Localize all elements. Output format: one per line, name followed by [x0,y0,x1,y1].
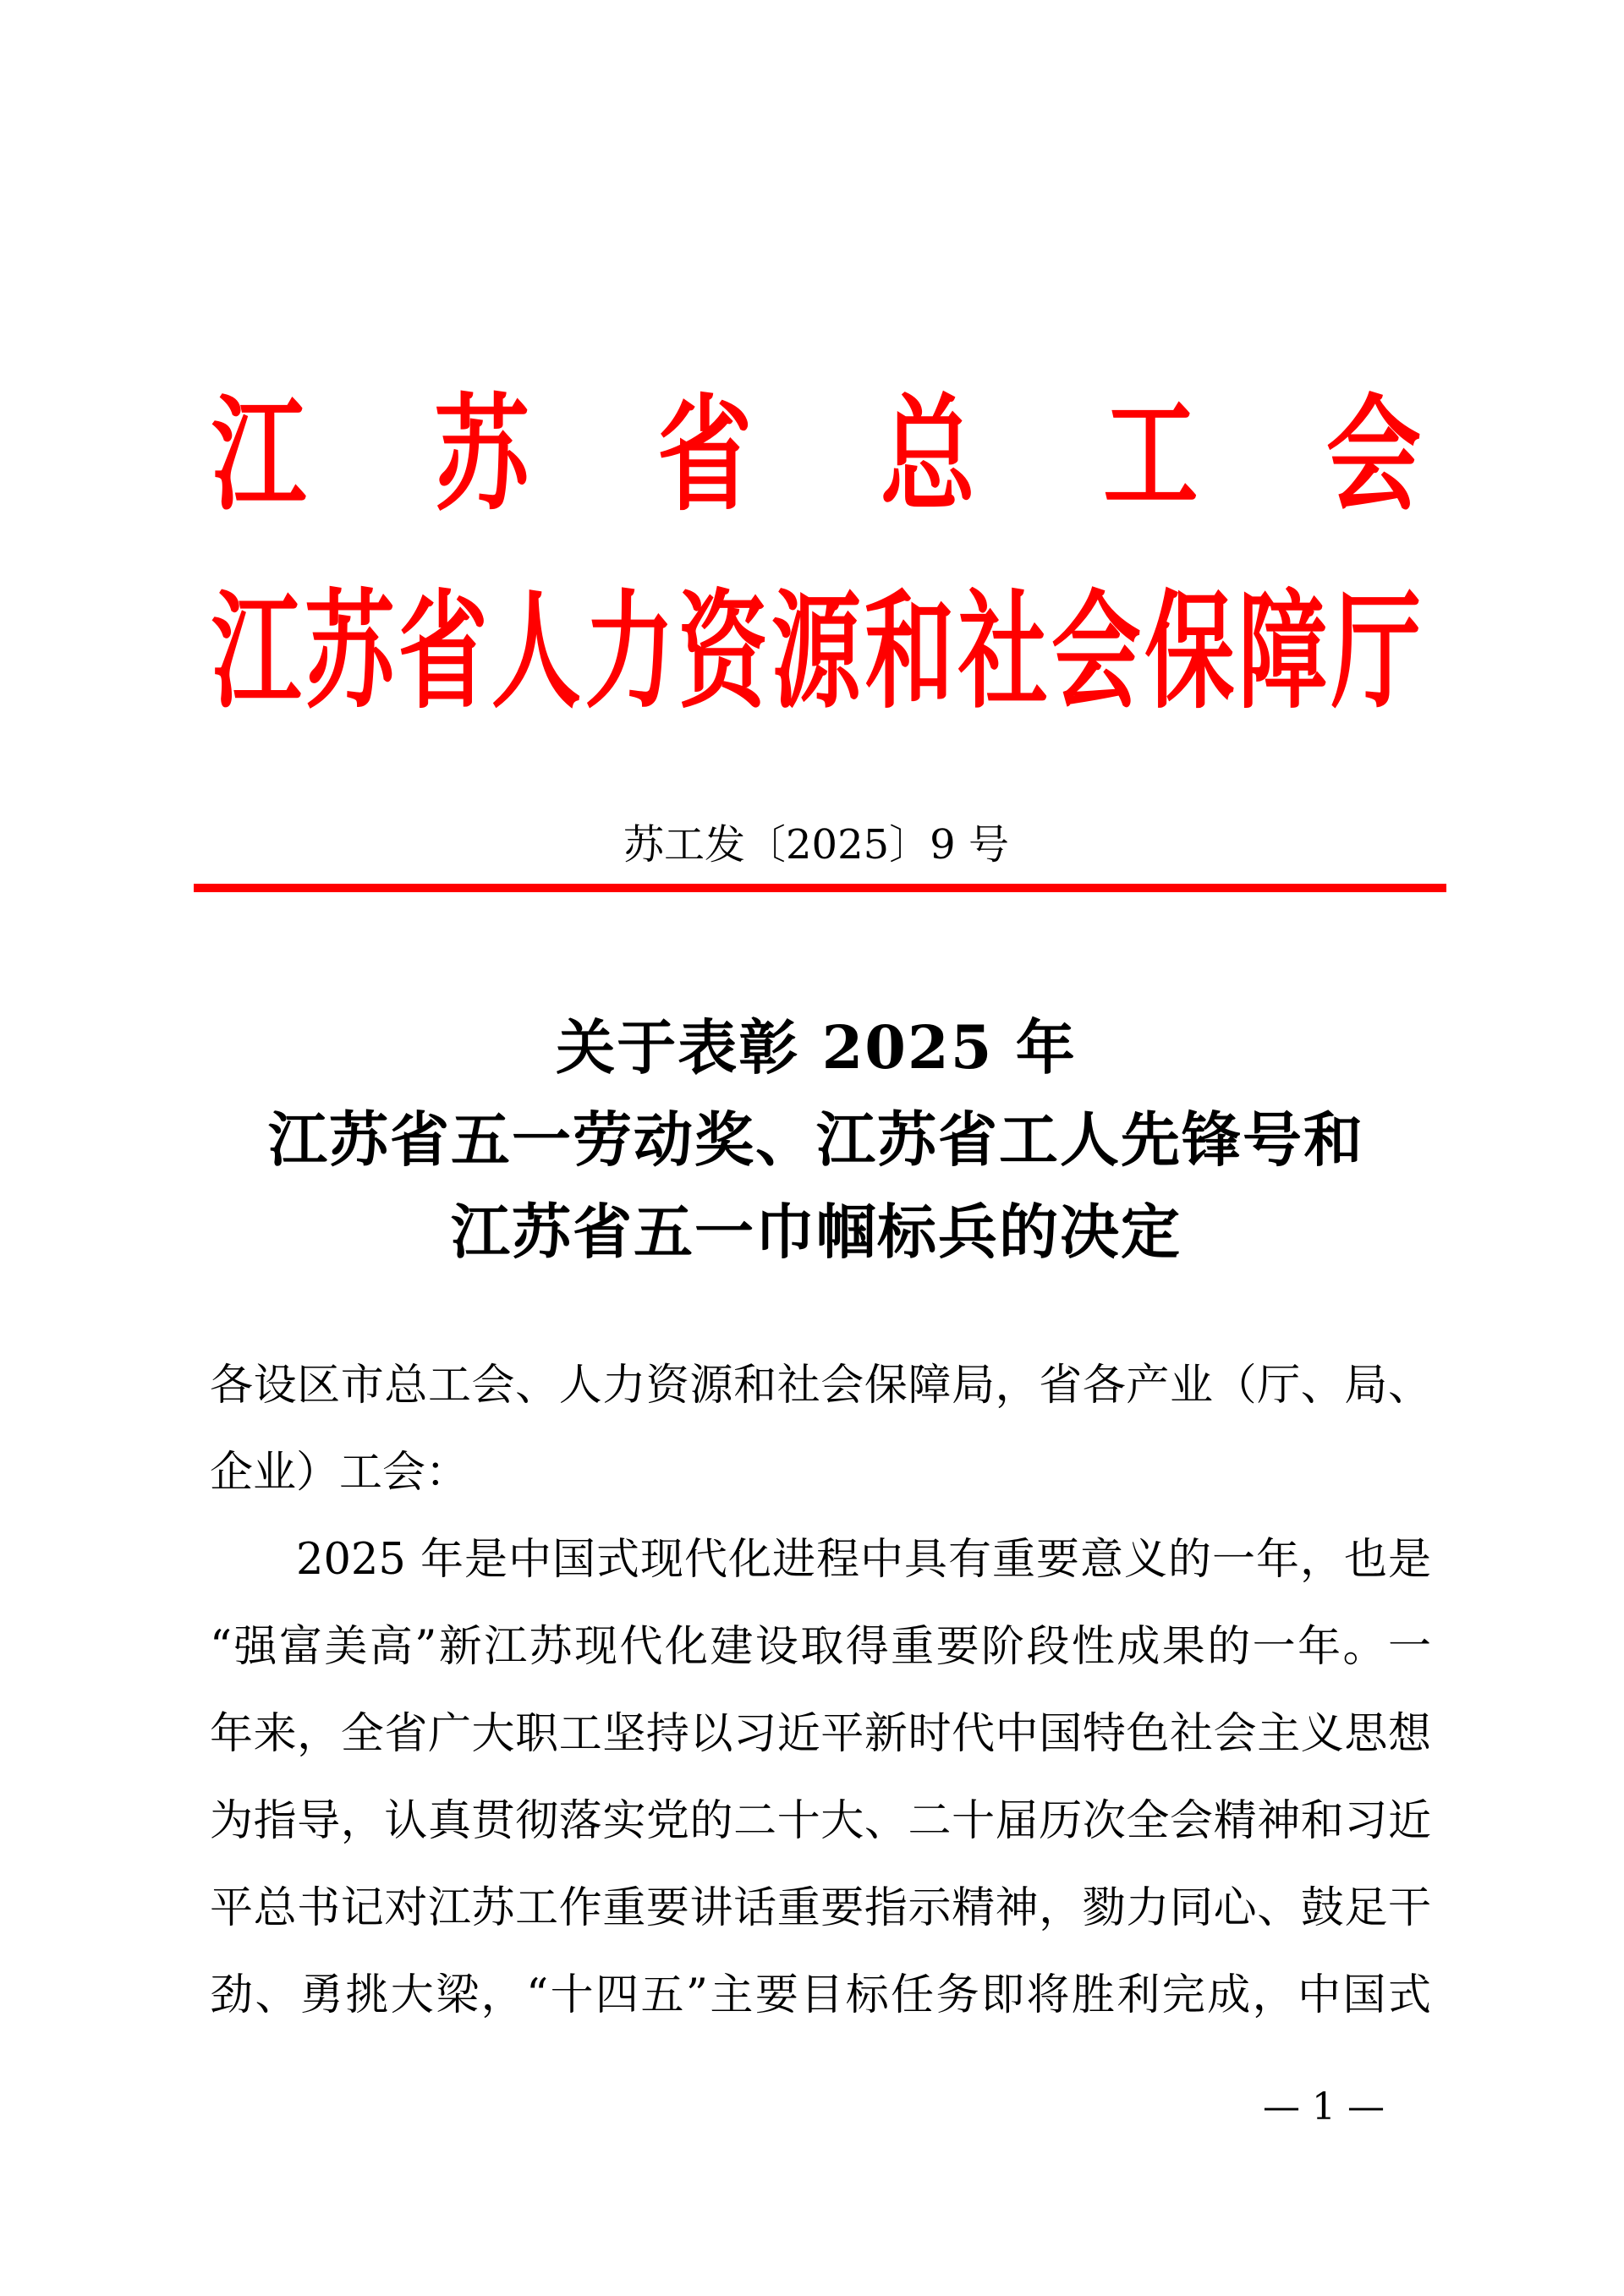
body-line: 2025 年是中国式现代化进程中具有重要意义的一年，也是 [296,1535,1431,1585]
document-number: 苏工发〔2025〕9 号 [623,821,1009,869]
red-divider-line [194,884,1446,892]
body-line: 平总书记对江苏工作重要讲话重要指示精神，勠力同心、鼓足干 [210,1883,1431,1933]
body-line: 为指导，认真贯彻落实党的二十大、二十届历次全会精神和习近 [210,1796,1431,1846]
body-line: “强富美高”新江苏现代化建设取得重要阶段性成果的一年。一 [210,1622,1431,1672]
body-line: 各设区市总工会、人力资源和社会保障局，省各产业（厅、局、 [210,1361,1431,1411]
title-line-3: 江苏省五一巾帼标兵的决定 [451,1197,1182,1267]
title-line-2: 江苏省五一劳动奖、江苏省工人先锋号和 [268,1104,1364,1175]
title-line-1: 关于表彰 2025 年 [556,1012,1077,1082]
issuing-org-line-2: 江苏省人力资源和社会保障厅 [211,575,1421,726]
document-body [210,1342,1431,2039]
page-number: — 1 — [1263,2085,1385,2129]
body-line: 企业）工会： [210,1448,469,1498]
document-title [211,1001,1421,1278]
body-line: 年来，全省广大职工坚持以习近平新时代中国特色社会主义思想 [210,1709,1431,1759]
issuing-org-line-1: 江 苏 省 总 工 会 [211,381,1421,529]
body-line: 劲、勇挑大梁，“十四五”主要目标任务即将胜利完成，中国式 [210,1970,1431,2020]
